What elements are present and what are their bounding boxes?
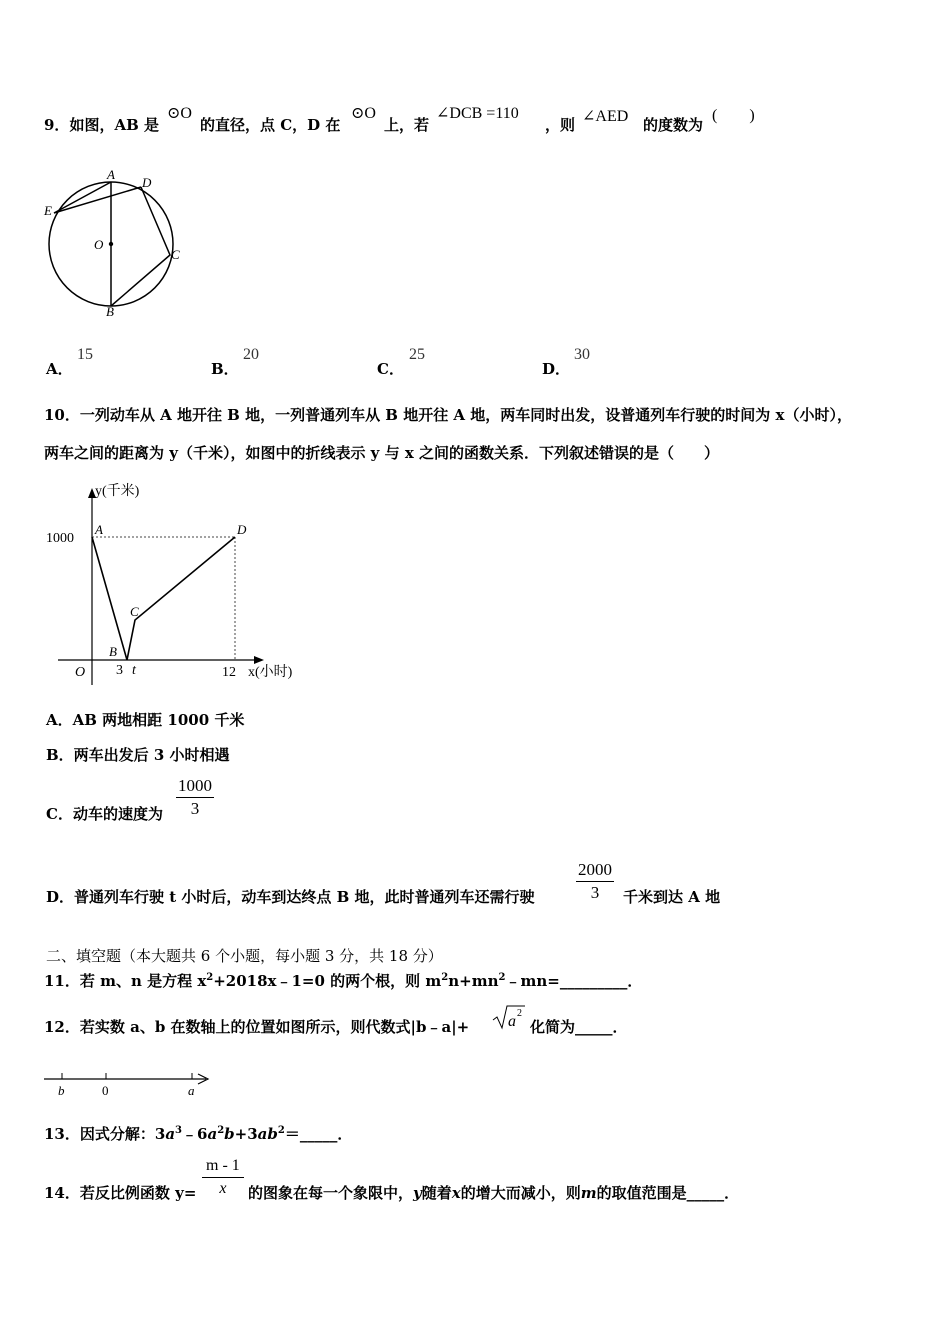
- q10-option-a: A．AB 两地相距 1000 千米: [46, 711, 245, 729]
- segments-ae-ed: [54, 182, 141, 213]
- label-a: A: [95, 522, 103, 537]
- q9-angle-aed: ∠AED: [582, 108, 629, 125]
- q10-stem-line1: 10．一列动车从 A 地开往 B 地，一列普通列车从 B 地开往 A 地，两车同时出发，设普通列车行驶的时间为 x（小时），: [44, 406, 852, 424]
- tick-t: t: [132, 663, 136, 678]
- q9-option-d-value: 30: [574, 346, 590, 363]
- q9-circle-o-1: ⊙O: [167, 105, 192, 122]
- q10-option-c: C．动车的速度为: [46, 805, 163, 823]
- origin-label: O: [75, 665, 86, 680]
- graph-line-abcd: [92, 537, 235, 660]
- q12-stem: 12．若实数 a、b 在数轴上的位置如图所示，则代数式|b﹣a|+: [44, 1018, 470, 1036]
- q12-stem-tail: 化简为_____．: [530, 1018, 628, 1036]
- q12-sqrt-a-squared: [491, 1003, 527, 1031]
- q10-option-d-tail: 千米到达 A 地: [623, 888, 721, 906]
- label-b: B: [109, 644, 117, 659]
- q9-option-c-value: 25: [409, 346, 425, 363]
- y-axis-label: y(千米): [95, 484, 140, 499]
- segments-dc-cb: [111, 187, 170, 306]
- q10-stem-line2: 两车之间的距离为 y（千米），如图中的折线表示 y 与 x 之间的函数关系．下列叙述错误的是（ ）: [44, 444, 719, 462]
- x-axis-arrow: [254, 656, 264, 664]
- q10-option-d: D．普通列车行驶 t 小时后，动车到达终点 B 地，此时普通列车还需行驶: [46, 888, 535, 906]
- q14-fraction: $\frac{m - 1}{x}$: [202, 1155, 244, 1200]
- label-e: E: [44, 203, 52, 218]
- q14-stem-tail: 的图象在每一个象限中，y随着x的增大而减小，则m的取值范围是_____．: [248, 1184, 740, 1202]
- q12-number-line: [44, 1068, 216, 1100]
- q9-option-a-value: 15: [77, 346, 93, 363]
- q13-stem: 13．因式分解：$3a^3﹣6a^2b+3ab^2=\_\_\_\_\_$．: [44, 1125, 353, 1143]
- q9-angle-dcb: ∠DCB =110: [436, 105, 519, 122]
- q10-option-d-fraction: $\frac{2000}{3}$: [578, 860, 612, 902]
- q14-stem: 14．若反比例函数 y=: [44, 1184, 197, 1202]
- label-c: C: [130, 604, 139, 619]
- label-b: B: [106, 304, 114, 319]
- q9-number: 9．: [44, 116, 70, 134]
- tick-12: 12: [222, 665, 236, 680]
- q10-graph: [44, 478, 314, 693]
- q9-option-b-letter: B．: [211, 360, 239, 378]
- tick-3: 3: [116, 663, 123, 678]
- label-d: D: [237, 522, 247, 537]
- label-o: O: [94, 237, 104, 252]
- label-d: D: [142, 175, 152, 190]
- q9-option-d-letter: D．: [542, 360, 571, 378]
- q9-circle-figure: [38, 165, 188, 320]
- x-axis-label: x(小时): [248, 665, 293, 680]
- q9-option-a-letter: A．: [46, 360, 73, 378]
- q9-stem: 9．如图，AB 是: [44, 116, 159, 134]
- center-dot: [109, 242, 113, 246]
- label-b: b: [58, 1083, 65, 1098]
- q10-option-b: B．两车出发后 3 小时相遇: [46, 746, 230, 764]
- radicand-exponent: 2: [517, 1008, 522, 1019]
- label-a: a: [188, 1083, 195, 1098]
- q9-option-b-value: 20: [243, 346, 259, 363]
- label-0: 0: [102, 1083, 109, 1098]
- q9-answer-paren: ( ): [712, 107, 755, 124]
- section2-title: 二、填空题（本大题共 6 个小题，每小题 3 分，共 18 分）: [46, 947, 443, 965]
- q10-option-c-fraction: $\frac{1000}{3}$: [178, 776, 212, 818]
- label-a: A: [107, 167, 115, 182]
- q9-circle-o-2: ⊙O: [351, 105, 376, 122]
- q11-stem: 11．若 m、n 是方程 $x^2+2018x﹣1=0$ 的两个根，则 $m^2n+mn^2﹣mn=\_\_\_\_\_\_\_\_\_$．: [44, 972, 643, 990]
- q9-option-c-letter: C．: [377, 360, 404, 378]
- radicand-a: a: [508, 1013, 516, 1030]
- label-c: C: [171, 247, 180, 262]
- tick-1000: 1000: [46, 531, 74, 546]
